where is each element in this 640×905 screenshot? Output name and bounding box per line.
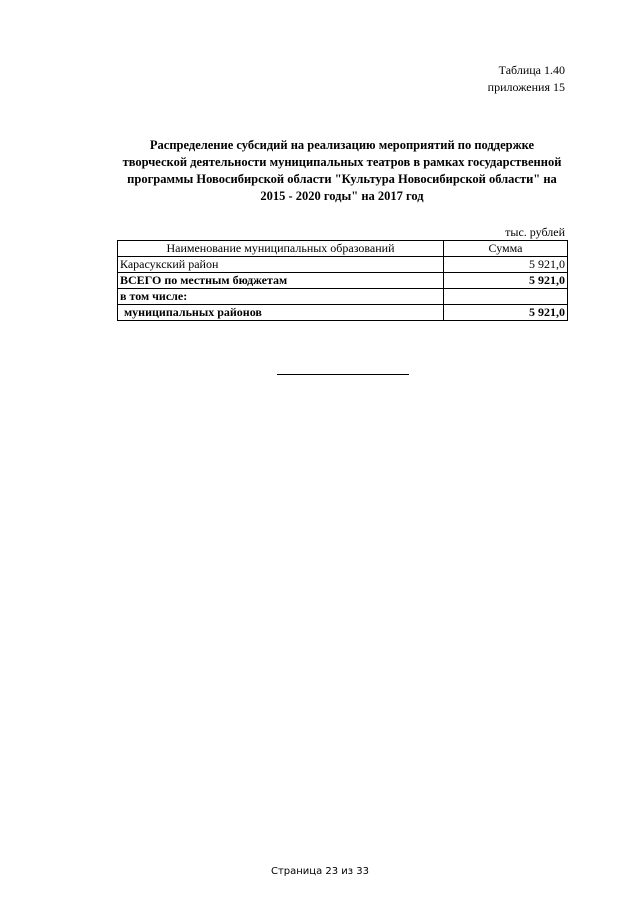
units-label: тыс. рублей xyxy=(505,225,565,239)
row-name: Карасукский район xyxy=(118,257,444,273)
table-number: Таблица 1.40 xyxy=(498,63,565,77)
table-header-row xyxy=(118,241,568,257)
header-sum: Сумма xyxy=(444,241,568,257)
table-reference xyxy=(488,62,565,96)
table-row-including xyxy=(118,289,568,305)
row-sum: 5 921,0 xyxy=(444,273,568,289)
row-sum: 5 921,0 xyxy=(444,257,568,273)
row-sum: 5 921,0 xyxy=(444,305,568,321)
table-row-districts xyxy=(118,305,568,321)
separator-line xyxy=(277,374,409,375)
appendix-number: приложения 15 xyxy=(487,80,565,94)
row-name: ВСЕГО по местным бюджетам xyxy=(118,273,444,289)
subsidies-table xyxy=(117,240,568,321)
row-name: муниципальных районов xyxy=(118,305,444,321)
table-row xyxy=(118,257,568,273)
document-title: Распределение субсидий на реализацию мероприятий по поддержке творческой деятельности муниципальных театров в рамках государственной программы Новосибирской области "Культура Новосибирской области" на 2015 - 2020 годы" на 2017 год xyxy=(122,138,562,203)
table-row-total xyxy=(118,273,568,289)
row-sum xyxy=(444,289,568,305)
page-footer: Страница 23 из 33 xyxy=(270,866,370,877)
header-municipality: Наименование муниципальных образований xyxy=(118,241,444,257)
row-name: в том числе: xyxy=(118,289,444,305)
